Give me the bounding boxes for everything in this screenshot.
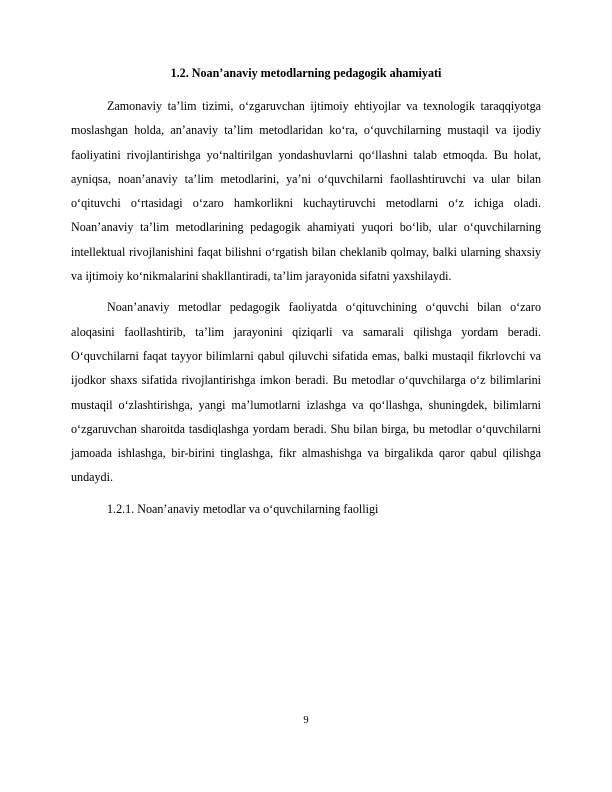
document-page [71, 64, 541, 521]
body-paragraph-2: Noan’anaviy metodlar pedagogik faoliyatda o‘qituvchining o‘quvchi bilan o‘zaro aloqasini faollashtirib, ta’lim jarayonini qiziqarli va samarali qilishga yordam beradi. O‘quvchilarni faqat tayyor bilimlarni qabul qiluvchi sifatida emas, balki mustaqil fikrlovchi va ijodkor shaxs sifatida rivojlantirishga imkon beradi. Bu metodlar o‘quvchilarga o‘z bilimlarini mustaqil o‘zlashtirishga, yangi ma’lumotlarni izlashga va qo‘llashga, shuningdek, bilimlarni o‘zgaruvchan sharoitda tasdiqlashga yordam beradi. Shu bilan birga, bu metodlar o‘quvchilarni jamoada ishlashga, bir-birini tinglashga, fikr almashishga va birgalikda qaror qabul qilishga undaydi. [71, 300, 541, 485]
body-paragraph-1: Zamonaviy ta’lim tizimi, o‘zgaruvchan ijtimoiy ehtiyojlar va texnologik taraqqiyotga moslashgan holda, an’anaviy ta’lim metodlaridan ko‘ra, o‘quvchilarning mustaqil va ijodiy faoliyatini rivojlantirishga yo‘naltirilgan yondashuvlarni qo‘llashni talab etmoqda. Bu holat, ayniqsa, noan’anaviy ta’lim metodlarini, ya’ni o‘quvchilarni faollashtiruvchi va ular bilan o‘qituvchi o‘rtasidagi o‘zaro hamkorlikni kuchaytiruvchi metodlarni o‘z ichiga oladi. Noan’anaviy ta’lim metodlarining pedagogik ahamiyati yuqori bo‘lib, ular o‘quvchilarning intellektual rivojlanishini faqat bilishni o‘rgatish bilan cheklanib qolmay, balki ularning shaxsiy va ijtimoiy ko‘nikmalarini shakllantiradi, ta’lim jarayonida sifatni yaxshilaydi. [71, 99, 541, 284]
section-title: 1.2. Noan’anaviy metodlarning pedagogik ahamiyati [170, 66, 442, 80]
page-number: 9 [303, 715, 309, 726]
subsection-title: 1.2.1. Noan’anaviy metodlar va o‘quvchilarning faolligi [107, 501, 379, 516]
